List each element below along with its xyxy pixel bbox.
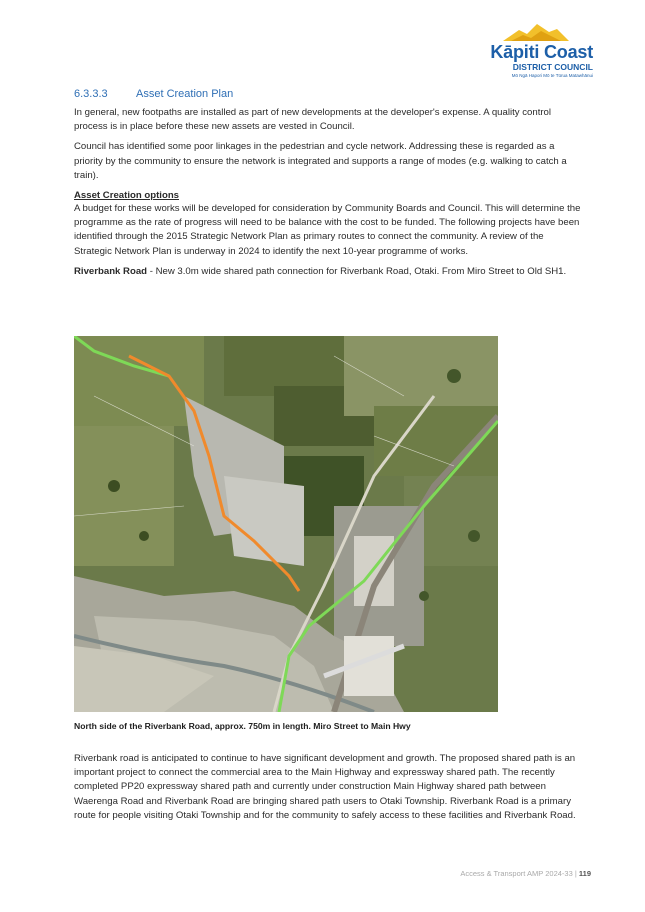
closing-paragraph: Riverbank road is anticipated to continue to have significant development and growth. The proposed shared path is an important project to connect the commercial area to the Main Highway and expressway shared path. The recently completed PP20 expressway shared path and currently under construction Main Highway shared path between Waerenga Road and Riverbank Road are bringing shared path users to Otaki Township. Riverbank Road is a primary route for people visiting Otaki Township and for the community to safely access to these facilities and Riverbank Road. <box>74 753 576 821</box>
section-number: 6.3.3.3 <box>74 88 108 100</box>
mountain-logo-icon <box>501 22 571 42</box>
logo-title: Kāpiti Coast <box>490 42 593 62</box>
section-heading <box>74 88 584 100</box>
aerial-map-image <box>74 336 498 712</box>
paragraph-3: A budget for these works will be developed for consideration by Community Boards and Council. This will determine the programme as the rate of progress will need to be balance with the cost to be funded. The following projects have been identified through the 2015 Strategic Network Plan as primary routes to connect the community. A review of the Strategic Network Plan is underway in 2024 to identify the next 10-year programme of works. <box>74 203 581 257</box>
logo-subtitle: DISTRICT COUNCIL <box>512 62 593 72</box>
closing-section <box>74 752 586 829</box>
section-title: Asset Creation Plan <box>136 88 234 100</box>
paragraph-1: In general, new footpaths are installed as part of new developments at the developer's expense. A quality control process is in place before these new assets are vested in Council. <box>74 107 552 133</box>
project-description: - New 3.0m wide shared path connection for Riverbank Road, Otaki. From Miro Street to Old SH1. <box>147 265 567 277</box>
logo-tagline: Mō Ngā Hapori Mō te Tūrua Matawhānui <box>511 73 593 78</box>
project-paragraph <box>74 265 584 279</box>
page-footer <box>460 869 591 878</box>
council-logo <box>473 22 593 78</box>
footer-separator: | <box>574 869 577 878</box>
paragraph-2: Council has identified some poor linkages in the pedestrian and cycle network. Addressing these is regarded as a priority by the community to ensure the network is integrated and supports a range of modes (e.g. walking to catch a train). <box>74 141 567 181</box>
map-caption: North side of the Riverbank Road, approx. 750m in length. Miro Street to Main Hwy <box>74 721 411 731</box>
subheading-asset-creation-options: Asset Creation options <box>74 190 180 202</box>
main-content <box>74 88 584 285</box>
page-number: 119 <box>578 869 591 878</box>
footer-document-title: Access & Transport AMP 2024-33 <box>460 869 573 878</box>
project-name: Riverbank Road <box>74 265 148 277</box>
